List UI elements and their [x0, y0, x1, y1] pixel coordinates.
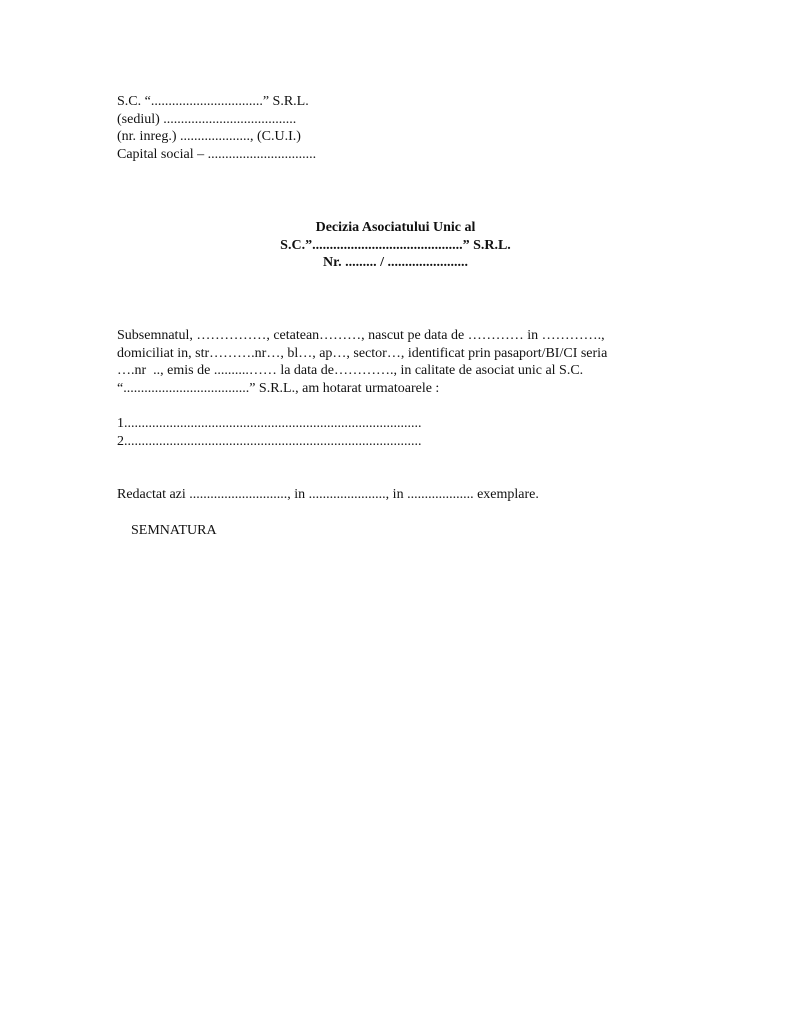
paragraph-line-4: “....................................” S.R.L., am hotarat urmatoarele : [117, 380, 440, 396]
signature-label [131, 522, 217, 540]
paragraph-line-2: domiciliat in, str……….nr…, bl…, ap…, sector…, identificat prin pasaport/BI/CI seria [117, 345, 608, 361]
paragraph-line-3: ….nr .., emis de ..........…… la data de…………., in calitate de asociat unic al S.C. [117, 363, 584, 378]
company-address-line: (sediul) ...................................... [117, 111, 297, 127]
title-line-1: Decizia Asociatului Unic al [315, 220, 476, 235]
decision-point-1: 1..................................................................................... [117, 416, 422, 431]
company-capital-line: Capital social – ............................... [117, 146, 317, 162]
drafted-line: Redactat azi ............................, in ......................, in ................... exemplare. [117, 487, 539, 502]
company-registration-line: (nr. inreg.) ...................., (C.U.I.) [117, 129, 301, 144]
drafted-statement [117, 486, 539, 504]
title-line-3: Nr. ......... / ....................... [323, 255, 468, 270]
title-line-2: S.C.”...........................................” S.R.L. [280, 237, 511, 253]
company-name-line: S.C. “................................” S.R.L. [117, 94, 309, 109]
declaration-paragraph [117, 327, 607, 397]
decision-points-list [117, 415, 422, 450]
decision-point-2: 2..................................................................................... [117, 433, 422, 449]
document-title [0, 219, 791, 272]
company-header [117, 93, 316, 163]
signature-text: SEMNATURA [131, 523, 217, 538]
paragraph-line-1: Subsemnatul, ……………, cetatean………, nascut pe data de ………… in …………., [117, 328, 605, 343]
